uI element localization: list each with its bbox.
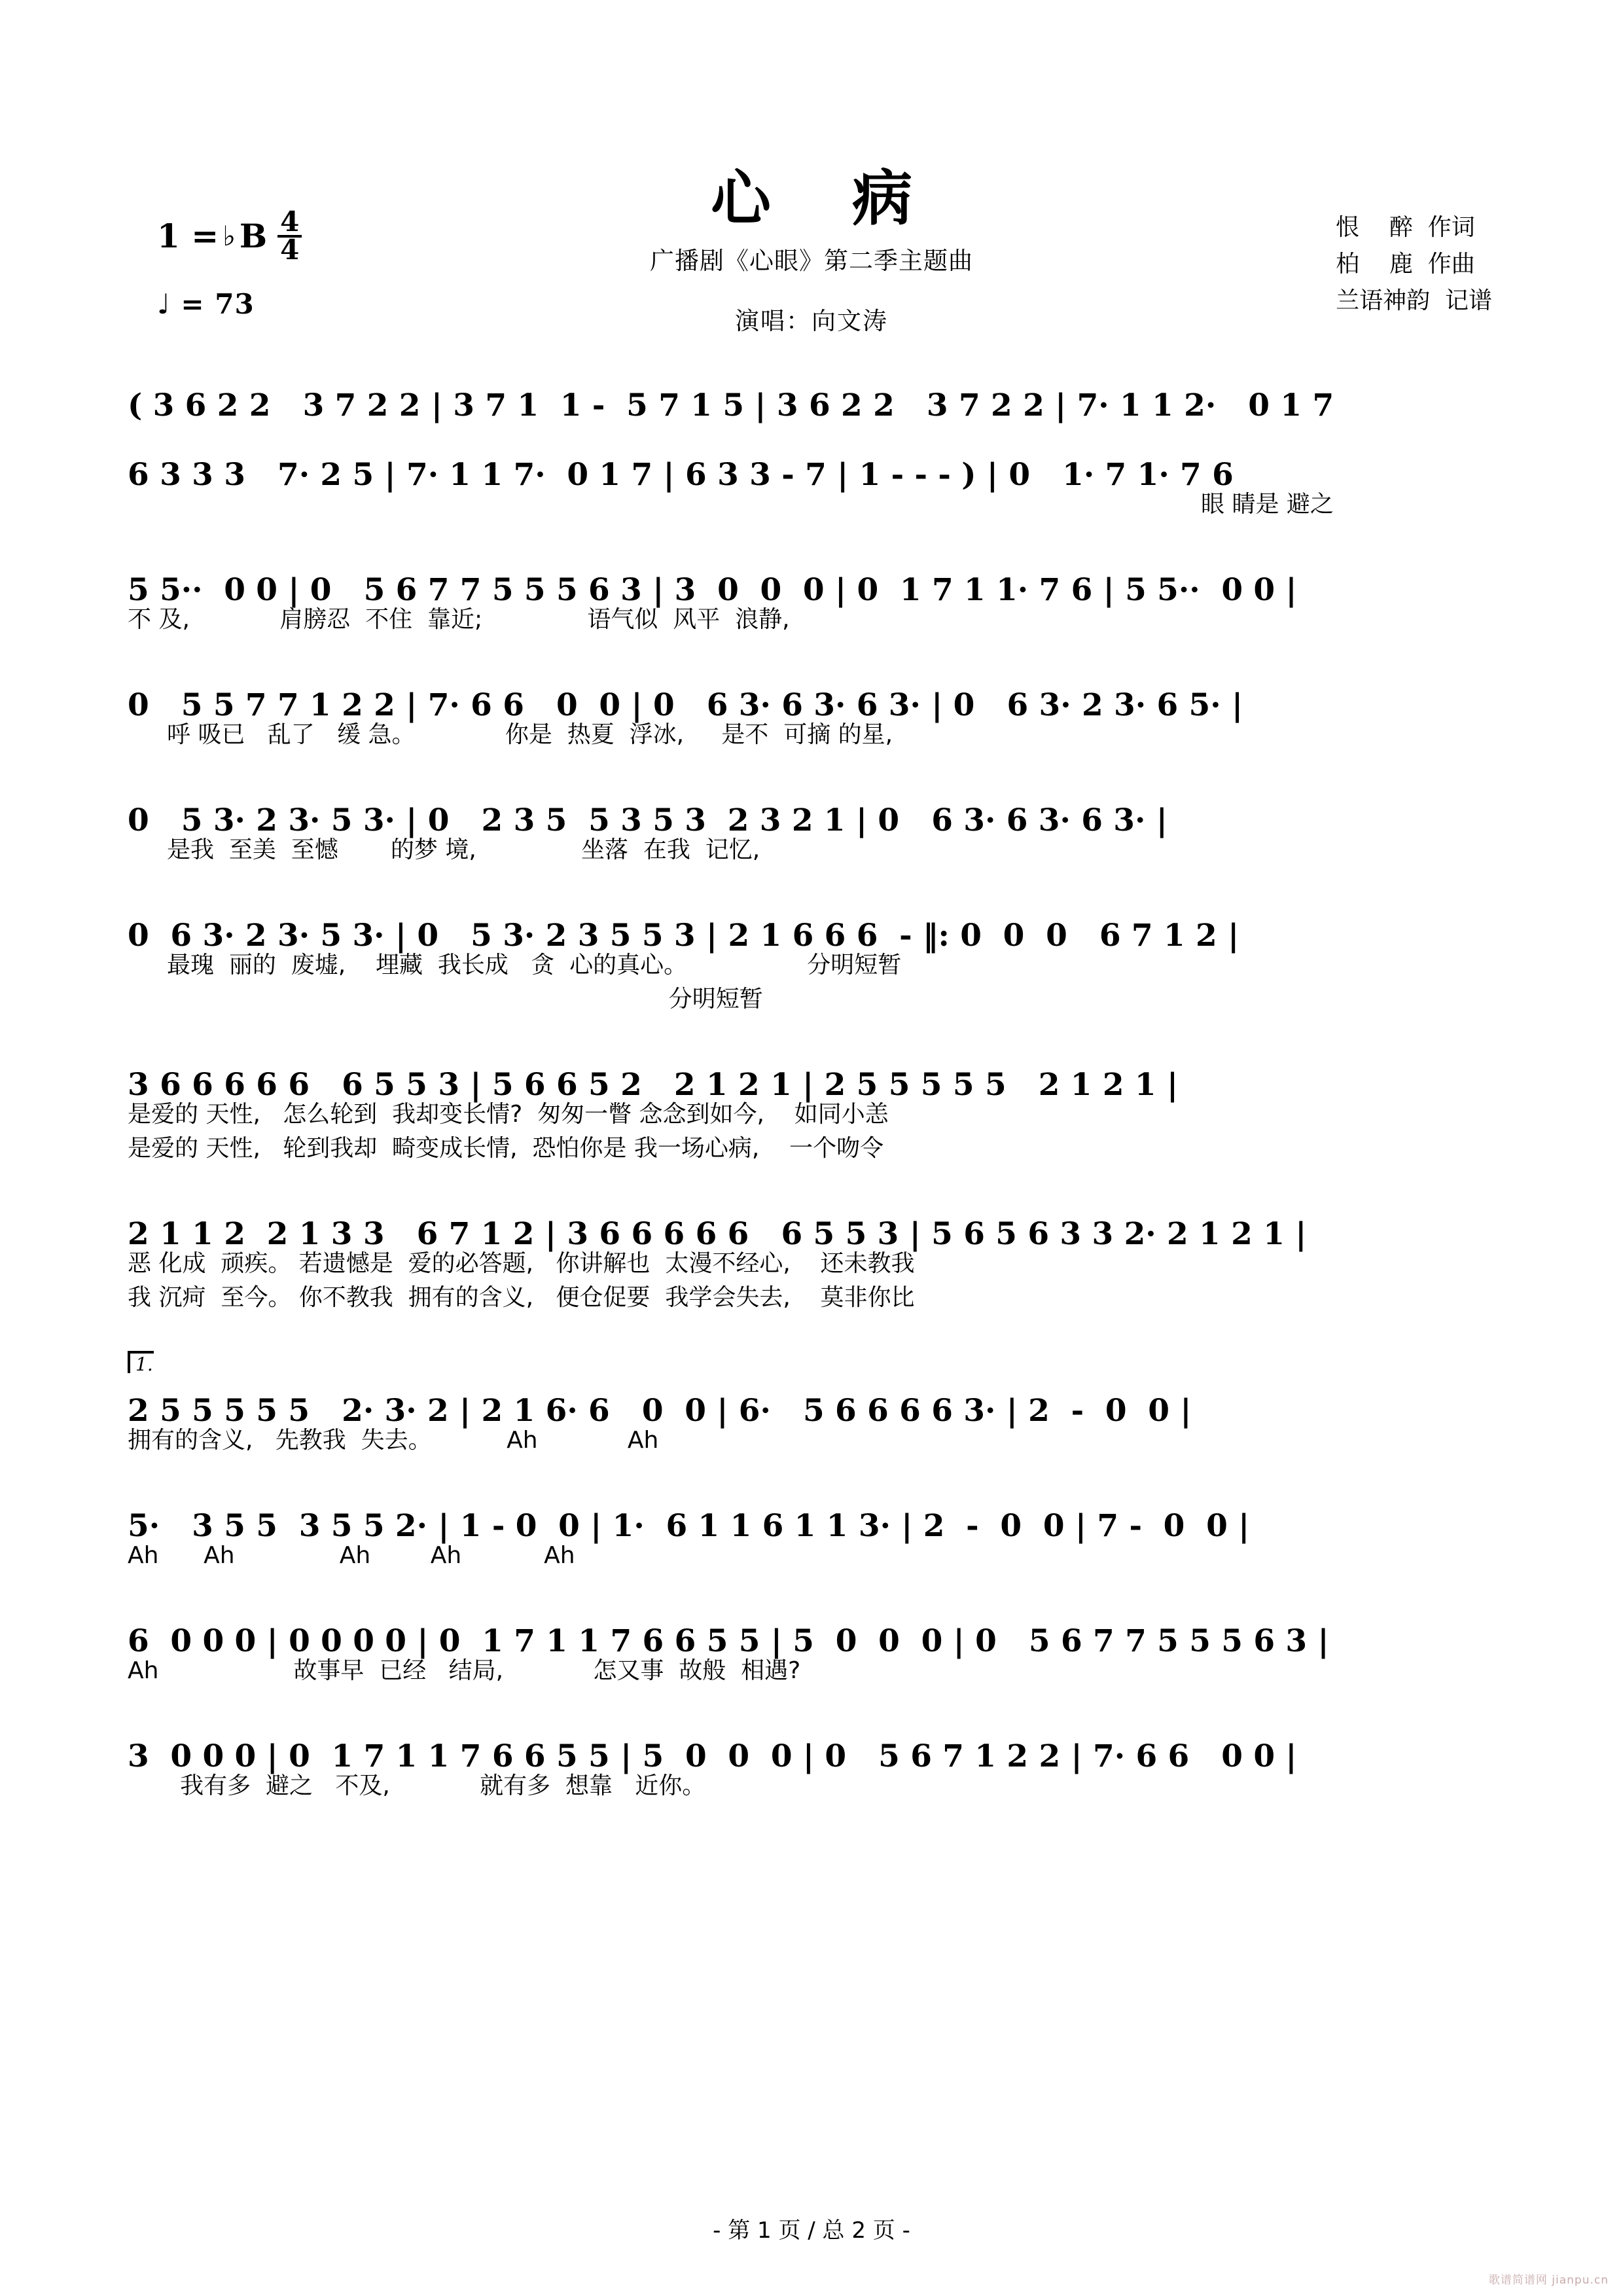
lyric-row: 不 及, 肩膀忍 不住 靠近; 语气似 风平 浪静, <box>128 606 790 633</box>
ending-number: 1. <box>128 1351 154 1373</box>
music-system <box>128 558 1505 640</box>
music-system <box>128 1202 1505 1318</box>
page-footer: - 第 1 页 / 总 2 页 - <box>713 2217 910 2244</box>
score-header <box>0 0 1623 335</box>
system-gap <box>128 647 1505 673</box>
note-row: 3 0 0 0 | 0 1 7 1 1 7 6 6 5 5 | 5 0 0 0 | 0 5 6 7 1 2 2 | 7· 6 6 0 0 | <box>128 1738 1297 1774</box>
note-row: ( 3 6 2 2 3 7 2 2 | 3 7 1 1 - 5 7 1 5 | 3 6 2 2 3 7 2 2 | 7· 1 1 2· 0 1 7 <box>128 387 1334 423</box>
lyric-row-verse2: 分明短暂 <box>167 986 763 1013</box>
first-ending-bracket <box>128 1351 1505 1378</box>
flat-icon: ♭ <box>223 220 236 253</box>
time-signature-denominator: 4 <box>280 233 300 266</box>
page-title: 心 病 <box>710 164 943 234</box>
lyric-row: 拥有的含义, 先教我 失去。 Ah Ah <box>128 1427 659 1454</box>
note-row: 0 5 5 7 7 1 2 2 | 7· 6 6 0 0 | 0 6 3· 6 3· 6 3· | 0 6 3· 2 3· 6 5· | <box>128 687 1243 723</box>
singer-line: 演唱：向文涛 <box>735 307 888 335</box>
lyric-row: 恶 化成 顽疾。 若遗憾是 爱的必答题, 你讲解也 太漫不经心, 还未教我 <box>128 1250 915 1277</box>
subtitle: 广播剧《心眼》第二季主题曲 <box>650 247 973 275</box>
music-system <box>128 1494 1505 1576</box>
lyric-row: 最瑰 丽的 废墟, 埋藏 我长成 贪 心的真心。 分明短暂 <box>167 952 902 978</box>
lyric-row: 眼 睛是 避之 <box>1201 491 1334 518</box>
time-signature-numerator: 4 <box>277 209 302 238</box>
note-row: 5· 3 5 5 3 5 5 2· | 1 - 0 0 | 1· 6 1 1 6 1 1 3· | 2 - 0 0 | 7 - 0 0 | <box>128 1507 1250 1544</box>
note-row: 5 5·· 0 0 | 0 5 6 7 7 5 5 5 6 3 | 3 0 0 0 | 0 1 7 1 1· 7 6 | 5 5·· 0 0 | <box>128 571 1297 608</box>
system-gap <box>128 877 1505 903</box>
system-gap <box>128 1698 1505 1724</box>
note-row: 0 6 3· 2 3· 5 3· | 0 5 3· 2 3 5 5 3 | 2 1 6 6 6 - ‖: 0 0 0 6 7 1 2 | <box>128 917 1240 954</box>
music-system <box>128 442 1505 525</box>
lyric-row: 是爱的 天性, 怎么轮到 我却变长情? 匆匆一瞥 念念到如今, 如同小恙 <box>128 1101 889 1128</box>
note-row: 2 1 1 2 2 1 3 3 6 7 1 2 | 3 6 6 6 6 6 6 5 5 3 | 5 6 5 6 3 3 2· 2 1 2 1 | <box>128 1215 1307 1252</box>
lyric-row: 呼 吸已 乱了 缓 急。 你是 热夏 浮冰, 是不 可摘 的星, <box>167 721 893 748</box>
music-system <box>128 903 1505 1020</box>
music-system <box>128 1052 1505 1169</box>
credit-composer: 柏 鹿 作曲 <box>1336 250 1475 278</box>
credits-block <box>1336 209 1492 319</box>
note-row: 6 3 3 3 7· 2 5 | 7· 1 1 7· 0 1 7 | 6 3 3 - 7 | 1 - - - ) | 0 1· 7 1· 7 6 <box>128 456 1234 493</box>
watermark: 歌谱简谱网 jianpu.cn <box>1488 2274 1609 2287</box>
key-letter: B <box>239 217 268 256</box>
system-gap <box>128 428 1505 442</box>
music-system <box>128 1378 1505 1461</box>
time-signature <box>277 206 302 266</box>
lyric-row-verse2: 是爱的 天性, 轮到我却 畸变成长情, 恐怕你是 我一场心病, 一个吻令 <box>128 1135 884 1162</box>
lyric-row: Ah Ah Ah Ah Ah <box>128 1542 575 1569</box>
credit-lyricist: 恨 醉 作词 <box>1336 214 1475 241</box>
system-gap <box>128 1325 1505 1351</box>
lyric-row: 是我 至美 至憾 的梦 境, 坐落 在我 记忆, <box>167 836 760 863</box>
music-system <box>128 1609 1505 1691</box>
note-row: 6 0 0 0 | 0 0 0 0 | 0 1 7 1 1 7 6 6 5 5 | 5 0 0 0 | 0 5 6 7 7 5 5 5 6 3 | <box>128 1623 1329 1659</box>
music-system <box>128 673 1505 755</box>
note-row: 0 5 3· 2 3· 5 3· | 0 2 3 5 5 3 5 3 2 3 2 1 | 0 6 3· 6 3· 6 3· | <box>128 802 1168 838</box>
system-gap <box>128 1467 1505 1494</box>
system-gap <box>128 1583 1505 1609</box>
lyric-row: 我有多 避之 不及, 就有多 想靠 近你。 <box>128 1772 706 1799</box>
system-gap <box>128 762 1505 788</box>
music-system <box>128 373 1505 422</box>
system-gap <box>128 1175 1505 1202</box>
lyric-row: Ah 故事早 已经 结局, 怎又事 故般 相遇? <box>128 1657 801 1684</box>
music-system <box>128 788 1505 870</box>
credit-transcriber: 兰语神韵 记谱 <box>1336 287 1492 314</box>
note-row: 3 6 6 6 6 6 6 5 5 3 | 5 6 6 5 2 2 1 2 1 | 2 5 5 5 5 5 2 1 2 1 | <box>128 1066 1179 1103</box>
music-system <box>128 1724 1505 1806</box>
key-prefix: 1 = <box>157 217 219 256</box>
note-row: 2 5 5 5 5 5 2· 3· 2 | 2 1 6· 6 0 0 | 6· 5 6 6 6 6 3· | 2 - 0 0 | <box>128 1392 1192 1429</box>
tempo-marking: ♩ = 73 <box>157 288 255 320</box>
key-signature <box>157 206 302 266</box>
lyric-row-verse2: 我 沉疴 至今。 你不教我 拥有的含义, 便仓促要 我学会失去, 莫非你比 <box>128 1284 915 1311</box>
system-gap <box>128 531 1505 558</box>
system-gap <box>128 1026 1505 1052</box>
music-body <box>128 373 1505 1813</box>
